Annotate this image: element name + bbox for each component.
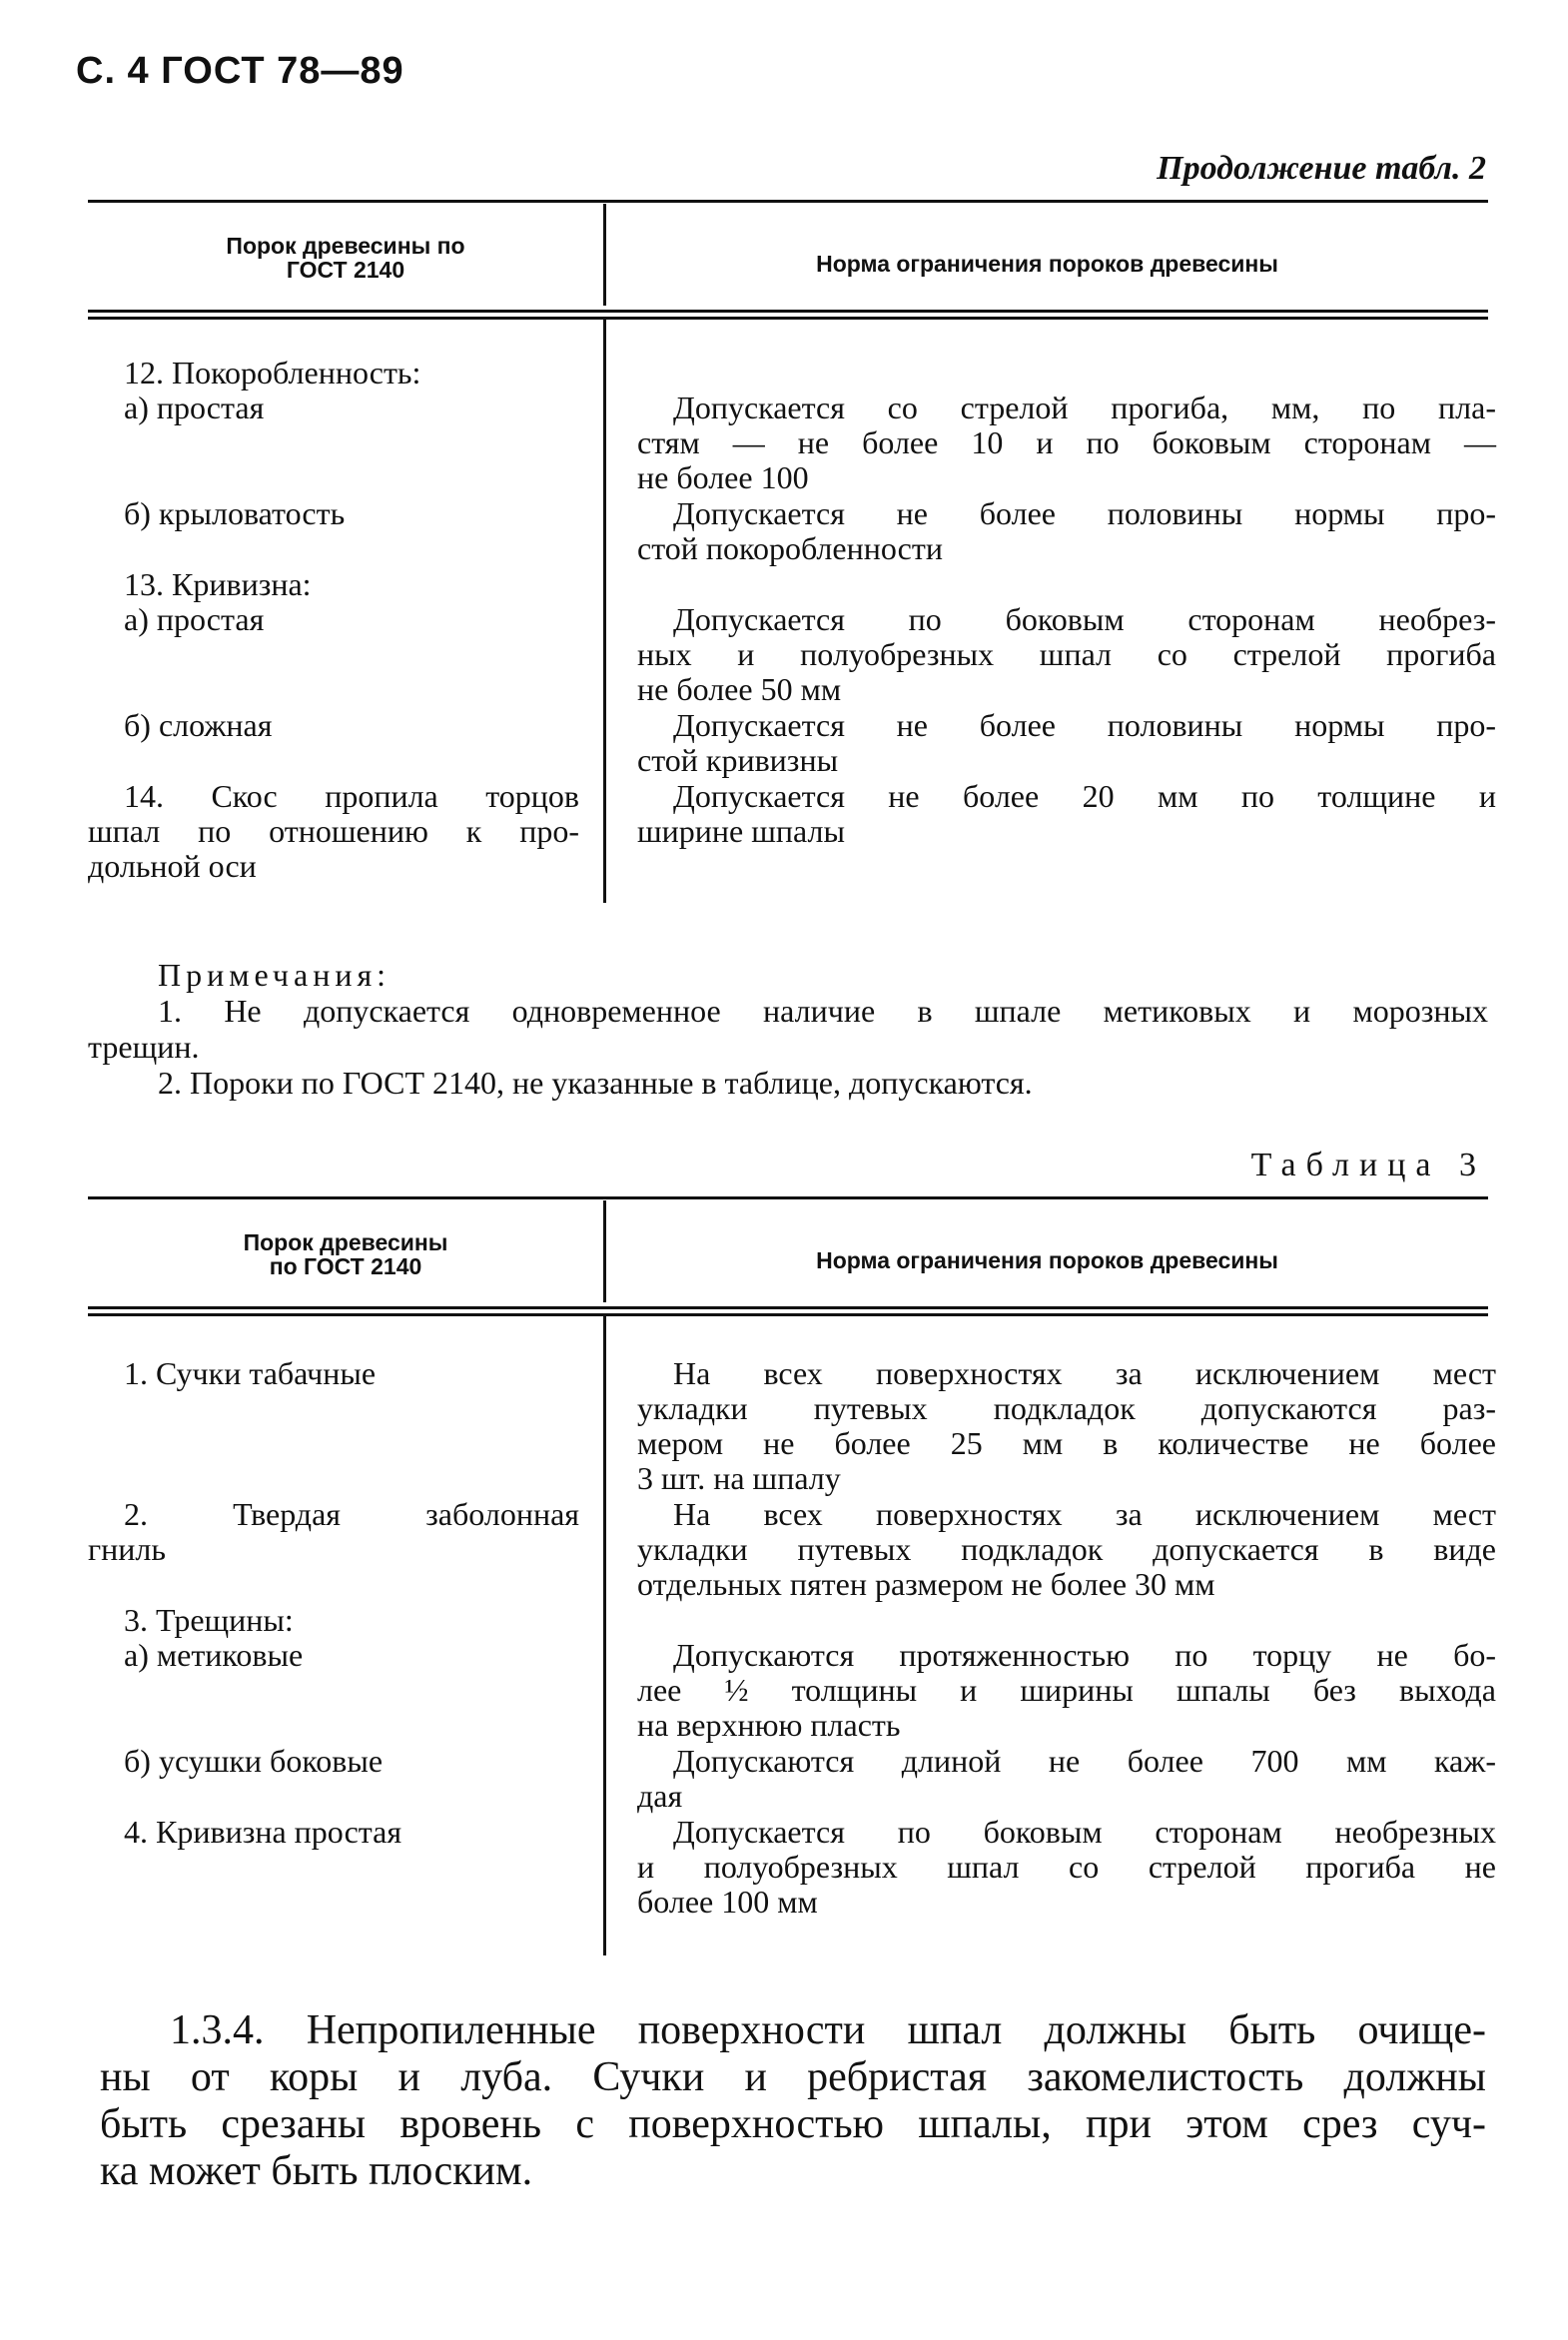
- row-label: дольной оси: [88, 848, 257, 884]
- note-item: 1. Не допускается одновременное наличие в шпале метиковых и морозных: [158, 993, 1488, 1029]
- table3-top-rule: [88, 1196, 1488, 1199]
- paragraph-line: 1.3.4. Непропиленные поверхности шпал должны быть очище-: [170, 2007, 1486, 2053]
- table2-header-rule: [88, 310, 1488, 313]
- row-norm: [637, 1815, 1496, 1920]
- table2-header-col2: Норма ограничения пороков древесины: [816, 251, 1278, 277]
- table3-header-col1-line: Порок древесины: [243, 1229, 448, 1255]
- norm-line: Допускается со стрелой прогиба, мм, по пла-: [673, 390, 1496, 425]
- norm-line: лее ½ толщины и ширины шпалы без выхода: [637, 1672, 1496, 1708]
- notes: [88, 957, 1488, 1101]
- table2-header-col1-line: Порок древесины по: [226, 233, 465, 259]
- row-norm: [637, 1744, 1496, 1814]
- norm-line: укладки путевых подкладок допускается в виде: [637, 1531, 1496, 1567]
- row-norm: [637, 1638, 1496, 1743]
- paragraph-line: быть срезаны вровень с поверхностью шпалы, при этом срез суч-: [100, 2101, 1486, 2147]
- row-norm: [637, 1356, 1496, 1496]
- note-item-continued: трещин.: [88, 1029, 200, 1065]
- table2-body-divider: [603, 320, 606, 903]
- row-norm: [637, 496, 1496, 566]
- row-label: а) метиковые: [124, 1637, 304, 1673]
- row-norm: [637, 390, 1496, 495]
- norm-line: на верхнюю пласть: [637, 1707, 901, 1743]
- row-label: 3. Трещины:: [124, 1602, 294, 1638]
- norm-line: более 100 мм: [637, 1884, 818, 1920]
- notes-title: Примечания:: [158, 957, 392, 993]
- table2-header-col1-line: ГОСТ 2140: [286, 257, 405, 284]
- norm-line: Допускаются длиной не более 700 мм каж-: [673, 1743, 1496, 1779]
- table2-header-col1: [88, 234, 603, 282]
- paragraph-1-3-4: [100, 2007, 1486, 2195]
- table3-body-divider: [603, 1316, 606, 1955]
- norm-line: не более 100: [637, 459, 809, 495]
- norm-line: отдельных пятен размером не более 30 мм: [637, 1566, 1215, 1602]
- row-label: а) простая: [124, 390, 265, 425]
- note-item: 2. Пороки по ГОСТ 2140, не указанные в таблице, допускаются.: [158, 1065, 1033, 1101]
- norm-line: дая: [637, 1778, 683, 1814]
- row-label: 14. Скос пропила торцов: [124, 778, 579, 814]
- norm-line: Допускается по боковым сторонам необрез-: [673, 601, 1496, 637]
- row-label: 12. Покоробленность:: [124, 355, 421, 390]
- row-label: б) крыловатость: [124, 495, 346, 531]
- row-label: 1. Сучки табачные: [124, 1355, 377, 1391]
- norm-line: Допускается по боковым сторонам необрезных: [673, 1814, 1496, 1850]
- row-label: б) сложная: [124, 707, 273, 743]
- page-header: С. 4 ГОСТ 78—89: [76, 50, 404, 92]
- norm-line: ширине шпалы: [637, 813, 845, 849]
- table2-caption: Продолжение табл. 2: [1157, 150, 1486, 187]
- norm-line: На всех поверхностях за исключением мест: [673, 1355, 1496, 1391]
- row-norm: [637, 779, 1496, 849]
- row-label: гниль: [88, 1531, 166, 1567]
- row-norm: [637, 1497, 1496, 1602]
- row-label: 4. Кривизна простая: [124, 1814, 402, 1850]
- norm-line: мером не более 25 мм в количестве не более: [637, 1425, 1496, 1461]
- norm-line: 3 шт. на шпалу: [637, 1460, 841, 1496]
- norm-line: не более 50 мм: [637, 671, 842, 707]
- row-label: а) простая: [124, 601, 265, 637]
- norm-line: Допускается не более половины нормы про-: [673, 495, 1496, 531]
- paragraph-line: ка может быть плоским.: [100, 2148, 533, 2194]
- table3-header-col2: Норма ограничения пороков древесины: [816, 1247, 1278, 1273]
- table3-header-col1: [88, 1230, 603, 1278]
- table2-top-rule: [88, 200, 1488, 203]
- norm-line: стям — не более 10 и по боковым сторонам —: [637, 424, 1496, 460]
- table3-header-rule: [88, 1306, 1488, 1309]
- norm-line: На всех поверхностях за исключением мест: [673, 1496, 1496, 1532]
- row-label: 13. Кривизна:: [124, 566, 312, 602]
- row-label: б) усушки боковые: [124, 1743, 384, 1779]
- norm-line: стой покоробленности: [637, 530, 943, 566]
- row-label: 2. Твердая заболонная: [124, 1496, 579, 1532]
- norm-line: Допускается не более половины нормы про-: [673, 707, 1496, 743]
- norm-line: стой кривизны: [637, 742, 839, 778]
- table3-header-col1-line: по ГОСТ 2140: [269, 1253, 422, 1280]
- norm-line: и полуобрезных шпал со стрелой прогиба не: [637, 1849, 1496, 1885]
- row-norm: [637, 602, 1496, 707]
- paragraph-line: ны от коры и луба. Сучки и ребристая закомелистость должны: [100, 2054, 1486, 2100]
- norm-line: Допускаются протяженностью по торцу не бо-: [673, 1637, 1496, 1673]
- row-norm: [637, 708, 1496, 778]
- table3-caption: Таблица 3: [1250, 1147, 1486, 1183]
- row-label: шпал по отношению к про-: [88, 813, 579, 849]
- norm-line: ных и полуобрезных шпал со стрелой прогиба: [637, 636, 1496, 672]
- norm-line: укладки путевых подкладок допускаются раз-: [637, 1390, 1496, 1426]
- norm-line: Допускается не более 20 мм по толщине и: [673, 778, 1496, 814]
